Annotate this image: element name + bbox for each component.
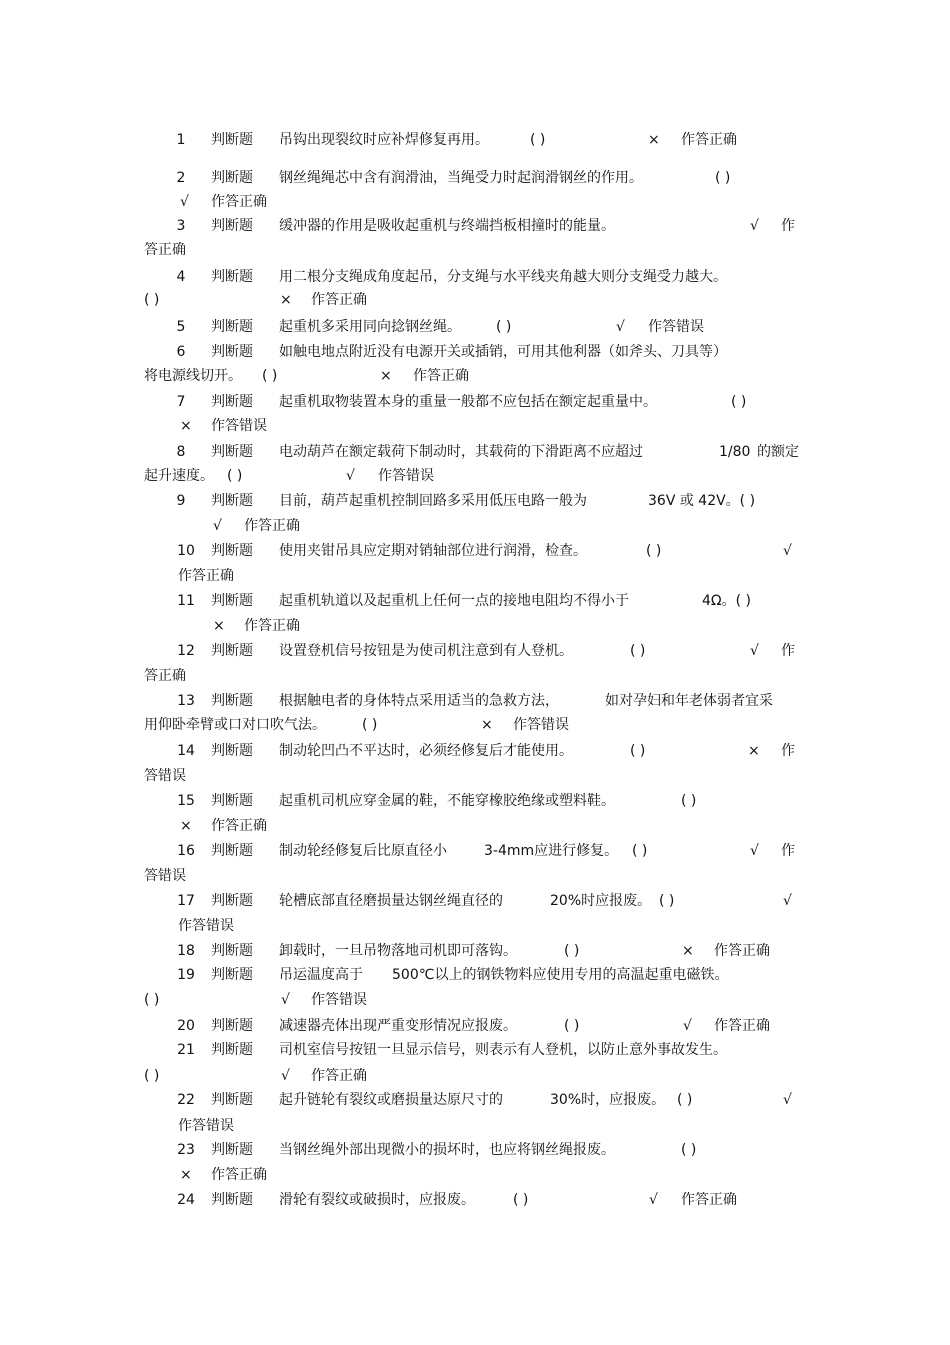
answer-mark: √: [783, 1092, 792, 1108]
answer-result: 作答正确: [681, 132, 737, 148]
answer-mark: √: [346, 468, 355, 484]
question-number: 1: [176, 132, 186, 148]
question-text: 起重机轨道以及起重机上任何一点的接地电阻均不得小于: [279, 593, 629, 609]
question-number: 13: [177, 693, 195, 709]
question-number: 16: [177, 843, 195, 859]
question-text: 吊运温度高于: [279, 967, 363, 983]
question-value: 30%时，应报废。: [550, 1092, 666, 1108]
question-text: 钢丝绳绳芯中含有润滑油，当绳受力时起润滑钢丝的作用。: [279, 170, 643, 186]
answer-result: 作: [781, 643, 795, 659]
question-number: 4: [176, 269, 186, 285]
question-type: 判断题: [211, 1018, 253, 1034]
question-type: 判断题: [211, 843, 253, 859]
question-number: 22: [177, 1092, 195, 1108]
answer-result: 作答错误: [178, 1118, 234, 1134]
answer-result: 答错误: [144, 868, 186, 884]
answer-paren: ( ): [646, 543, 662, 559]
question-type: 判断题: [211, 967, 253, 983]
question-text: 设置登机信号按钮是为使司机注意到有人登机。: [279, 643, 573, 659]
question-value: 36V 或 42V。( ): [648, 493, 756, 509]
answer-mark: ×: [280, 292, 292, 308]
answer-paren: ( ): [731, 394, 747, 410]
answer-mark: √: [750, 843, 759, 859]
question-number: 18: [177, 943, 195, 959]
question-value: 4Ω。( ): [702, 593, 751, 609]
answer-mark: ×: [748, 743, 760, 759]
answer-mark: √: [750, 218, 759, 234]
question-text: 制动轮凹凸不平达时，必须经修复后才能使用。: [279, 743, 573, 759]
question-number: 5: [176, 319, 186, 335]
answer-mark: ×: [180, 418, 192, 434]
question-number: 2: [176, 170, 186, 186]
answer-paren: ( ): [715, 170, 731, 186]
question-type: 判断题: [211, 943, 253, 959]
answer-result: 作答正确: [714, 1018, 770, 1034]
question-type: 判断题: [211, 1042, 253, 1058]
answer-result: 作答正确: [681, 1192, 737, 1208]
answer-result: 作答错误: [311, 992, 367, 1008]
answer-mark: √: [649, 1192, 658, 1208]
answer-paren: ( ): [513, 1192, 529, 1208]
answer-paren: ( ): [262, 368, 278, 384]
answer-result: 作: [781, 218, 795, 234]
answer-paren: ( ): [496, 319, 512, 335]
question-text-continued: 用仰卧牵臂或口对口吹气法。: [144, 717, 326, 733]
question-value: 500℃以上的钢铁物料应使用专用的高温起重电磁铁。: [392, 967, 729, 983]
question-number: 3: [176, 218, 186, 234]
answer-mark: √: [281, 1068, 290, 1084]
answer-paren: ( ): [564, 943, 580, 959]
question-text-continued: 起升速度。: [144, 468, 214, 484]
question-text: 根据触电者的身体特点采用适当的急救方法，: [279, 693, 559, 709]
question-type: 判断题: [211, 319, 253, 335]
question-type: 判断题: [211, 344, 253, 360]
answer-paren: ( ): [144, 292, 160, 308]
answer-mark: ×: [180, 818, 192, 834]
question-text-tail: 的额定: [757, 444, 799, 460]
answer-paren: ( ): [630, 643, 646, 659]
answer-result: 作答正确: [244, 618, 300, 634]
question-number: 7: [176, 394, 186, 410]
question-text: 起重机多采用同向捻钢丝绳。: [279, 319, 461, 335]
answer-mark: √: [213, 518, 222, 534]
question-type: 判断题: [211, 693, 253, 709]
question-number: 10: [177, 543, 195, 559]
question-text: 起升链轮有裂纹或磨损量达原尺寸的: [279, 1092, 503, 1108]
answer-mark: √: [180, 194, 189, 210]
answer-paren: ( ): [144, 992, 160, 1008]
question-number: 8: [176, 444, 186, 460]
answer-mark: ×: [648, 132, 660, 148]
answer-result: 作答正确: [178, 568, 234, 584]
answer-result: 作答正确: [211, 194, 267, 210]
question-number: 15: [177, 793, 195, 809]
question-number: 24: [177, 1192, 195, 1208]
question-number: 11: [177, 593, 195, 609]
answer-mark: √: [750, 643, 759, 659]
answer-result: 作答正确: [311, 292, 367, 308]
question-number: 17: [177, 893, 195, 909]
question-number: 14: [177, 743, 195, 759]
question-type: 判断题: [211, 132, 253, 148]
question-type: 判断题: [211, 1142, 253, 1158]
question-type: 判断题: [211, 444, 253, 460]
question-type: 判断题: [211, 643, 253, 659]
question-number: 9: [176, 493, 186, 509]
answer-mark: √: [683, 1018, 692, 1034]
answer-result: 作答正确: [211, 818, 267, 834]
answer-mark: ×: [180, 1167, 192, 1183]
answer-mark: ×: [682, 943, 694, 959]
question-text: 用二根分支绳成角度起吊，分支绳与水平线夹角越大则分支绳受力越大。: [279, 269, 727, 285]
question-text: 制动轮经修复后比原直径小: [279, 843, 447, 859]
question-value: 20%时应报废。: [550, 893, 652, 909]
answer-result: 作答正确: [714, 943, 770, 959]
question-number: 21: [177, 1042, 195, 1058]
answer-result: 作: [781, 843, 795, 859]
question-text: 电动葫芦在额定载荷下制动时，其载荷的下滑距离不应超过: [279, 444, 643, 460]
answer-paren: ( ): [681, 1142, 697, 1158]
question-type: 判断题: [211, 893, 253, 909]
answer-paren: ( ): [632, 843, 648, 859]
answer-paren: ( ): [227, 468, 243, 484]
answer-result: 作: [781, 743, 795, 759]
question-text: 目前，葫芦起重机控制回路多采用低压电路一般为: [279, 493, 587, 509]
answer-mark: √: [616, 319, 625, 335]
answer-result: 作答正确: [244, 518, 300, 534]
question-type: 判断题: [211, 394, 253, 410]
question-type: 判断题: [211, 269, 253, 285]
question-type: 判断题: [211, 743, 253, 759]
question-text-continued: 将电源线切开。: [144, 368, 242, 384]
question-number: 20: [177, 1018, 195, 1034]
answer-paren: ( ): [530, 132, 546, 148]
answer-mark: ×: [380, 368, 392, 384]
question-text: 起重机司机应穿金属的鞋，不能穿橡胶绝缘或塑料鞋。: [279, 793, 615, 809]
question-text-tail: 如对孕妇和年老体弱者宜采: [605, 693, 773, 709]
answer-mark: √: [783, 543, 792, 559]
question-type: 判断题: [211, 493, 253, 509]
question-text: 吊钩出现裂纹时应补焊修复再用。: [279, 132, 489, 148]
answer-result: 答错误: [144, 768, 186, 784]
answer-mark: √: [281, 992, 290, 1008]
question-number: 23: [177, 1142, 195, 1158]
answer-result: 答正确: [144, 242, 186, 258]
answer-result: 作答正确: [413, 368, 469, 384]
question-type: 判断题: [211, 543, 253, 559]
answer-paren: ( ): [681, 793, 697, 809]
question-value: 1/80: [719, 444, 751, 460]
answer-paren: ( ): [630, 743, 646, 759]
question-text: 当钢丝绳外部出现微小的损坏时，也应将钢丝绳报废。: [279, 1142, 615, 1158]
answer-result: 作答错误: [378, 468, 434, 484]
answer-paren: ( ): [362, 717, 378, 733]
question-text: 滑轮有裂纹或破损时，应报废。: [279, 1192, 475, 1208]
question-number: 19: [177, 967, 195, 983]
question-text: 卸载时，一旦吊物落地司机即可落钩。: [279, 943, 517, 959]
question-text: 司机室信号按钮一旦显示信号，则表示有人登机，以防止意外事故发生。: [279, 1042, 727, 1058]
answer-result: 作答错误: [178, 918, 234, 934]
question-value: 3-4mm应进行修复。: [484, 843, 619, 859]
answer-result: 作答错误: [211, 418, 267, 434]
answer-paren: ( ): [564, 1018, 580, 1034]
question-text: 如触电地点附近没有电源开关或插销，可用其他利器（如斧头、刀具等）: [279, 344, 727, 360]
answer-paren: ( ): [677, 1092, 693, 1108]
answer-mark: √: [783, 893, 792, 909]
answer-mark: ×: [213, 618, 225, 634]
question-number: 12: [177, 643, 195, 659]
question-number: 6: [176, 344, 186, 360]
question-type: 判断题: [211, 593, 253, 609]
question-type: 判断题: [211, 170, 253, 186]
question-text: 减速器壳体出现严重变形情况应报废。: [279, 1018, 517, 1034]
question-text: 轮槽底部直径磨损量达钢丝绳直径的: [279, 893, 503, 909]
answer-result: 答正确: [144, 668, 186, 684]
question-type: 判断题: [211, 1192, 253, 1208]
question-text: 起重机取物装置本身的重量一般都不应包括在额定起重量中。: [279, 394, 657, 410]
question-text: 缓冲器的作用是吸收起重机与终端挡板相撞时的能量。: [279, 218, 615, 234]
question-type: 判断题: [211, 218, 253, 234]
answer-paren: ( ): [659, 893, 675, 909]
answer-mark: ×: [481, 717, 493, 733]
answer-result: 作答错误: [513, 717, 569, 733]
question-text: 使用夹钳吊具应定期对销轴部位进行润滑，检查。: [279, 543, 587, 559]
question-type: 判断题: [211, 1092, 253, 1108]
answer-result: 作答正确: [211, 1167, 267, 1183]
answer-result: 作答正确: [311, 1068, 367, 1084]
answer-result: 作答错误: [648, 319, 704, 335]
question-type: 判断题: [211, 793, 253, 809]
answer-paren: ( ): [144, 1068, 160, 1084]
